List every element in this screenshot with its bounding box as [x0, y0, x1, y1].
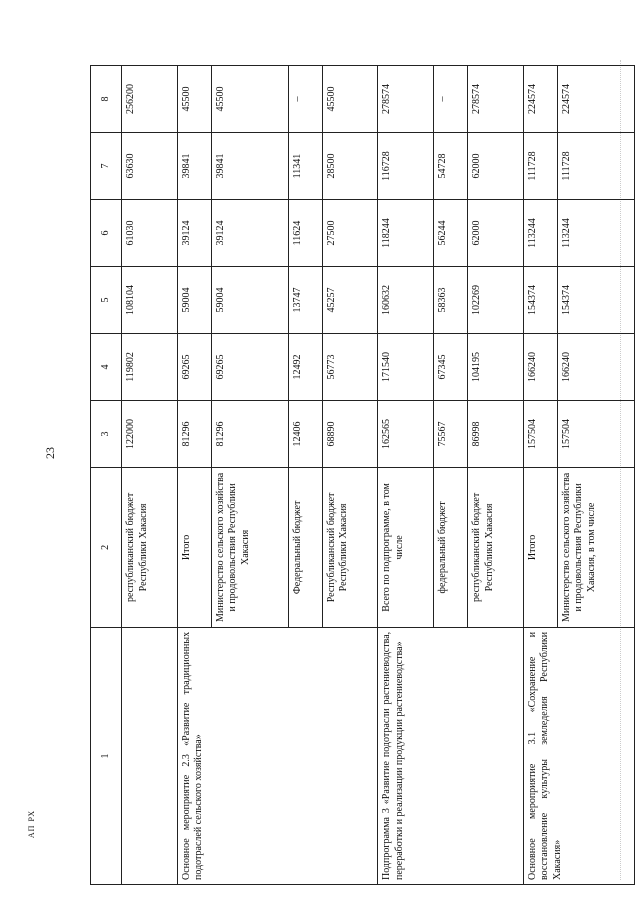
table-wrapper	[90, 65, 635, 885]
value-cell: 111728	[523, 133, 557, 200]
value-cell: 224574	[523, 66, 557, 133]
value-cell: 111728	[557, 133, 634, 200]
value-cell: 56773	[322, 333, 378, 400]
funding-source: Республиканский бюджет Республики Хакасия	[322, 467, 378, 627]
value-cell: 63630	[122, 133, 178, 200]
value-cell: 62000	[468, 200, 524, 267]
value-cell: –	[288, 66, 322, 133]
header-cell-5: 5	[91, 267, 122, 334]
value-cell: 12492	[288, 333, 322, 400]
value-cell: 61030	[122, 200, 178, 267]
value-cell: 119802	[122, 333, 178, 400]
value-cell: 160632	[378, 267, 434, 334]
header-cell-8: 8	[91, 66, 122, 133]
value-cell: 39841	[211, 133, 288, 200]
value-cell: 154374	[557, 267, 634, 334]
value-cell: 75567	[434, 400, 468, 467]
page-number: 23	[43, 447, 57, 459]
value-cell: 69265	[177, 333, 211, 400]
table-row	[378, 66, 434, 885]
header-cell-3: 3	[91, 400, 122, 467]
table-row	[177, 66, 211, 885]
footer-mark: АП РХ	[27, 809, 36, 839]
value-cell: 108104	[122, 267, 178, 334]
header-cell-7: 7	[91, 133, 122, 200]
value-cell: 118244	[378, 200, 434, 267]
row-title	[122, 627, 178, 884]
funding-source: Министерство сельского хозяйства и продовольствия Республики Хакасия	[211, 467, 288, 627]
value-cell: 28500	[322, 133, 378, 200]
value-cell: 86998	[468, 400, 524, 467]
value-cell: 69265	[211, 333, 288, 400]
value-cell: 122000	[122, 400, 178, 467]
value-cell: 59004	[177, 267, 211, 334]
budget-table	[90, 65, 635, 885]
value-cell: 116728	[378, 133, 434, 200]
value-cell: 104195	[468, 333, 524, 400]
value-cell: 162565	[378, 400, 434, 467]
funding-source: Министерство сельского хозяйства и продовольствия Республики Хакасия, в том числе	[557, 467, 634, 627]
value-cell: 45500	[211, 66, 288, 133]
value-cell: 256200	[122, 66, 178, 133]
header-cell-6: 6	[91, 200, 122, 267]
table-row	[523, 66, 557, 885]
header-cell-4: 4	[91, 333, 122, 400]
value-cell: 54728	[434, 133, 468, 200]
value-cell: 13747	[288, 267, 322, 334]
row-title: Подпрограмма 3 «Развитие подотрасли растениеводства, переработки и реализации продукции растениеводства»	[378, 627, 523, 884]
header-cell-1: 1	[91, 627, 122, 884]
value-cell: 102269	[468, 267, 524, 334]
value-cell: 157504	[557, 400, 634, 467]
value-cell: 12406	[288, 400, 322, 467]
value-cell: 113244	[523, 200, 557, 267]
value-cell: 81296	[211, 400, 288, 467]
value-cell: 39124	[177, 200, 211, 267]
value-cell: 11624	[288, 200, 322, 267]
value-cell: 154374	[523, 267, 557, 334]
value-cell: 278574	[378, 66, 434, 133]
funding-source: республиканский бюджет Республики Хакасия	[122, 467, 178, 627]
row-title: Основное мероприятие 3.1 «Сохранение и восстановление культуры земледелия Республики Хакасия»	[523, 627, 634, 884]
funding-source: Итого	[523, 467, 557, 627]
value-cell: 113244	[557, 200, 634, 267]
funding-source: Всего по подпрограмме, в том числе	[378, 467, 434, 627]
value-cell: 166240	[523, 333, 557, 400]
value-cell: 56244	[434, 200, 468, 267]
funding-source: Итого	[177, 467, 211, 627]
value-cell: 62000	[468, 133, 524, 200]
value-cell: 166240	[557, 333, 634, 400]
value-cell: 81296	[177, 400, 211, 467]
value-cell: 171540	[378, 333, 434, 400]
value-cell: 278574	[468, 66, 524, 133]
value-cell: 45500	[322, 66, 378, 133]
value-cell: –	[434, 66, 468, 133]
value-cell: 45500	[177, 66, 211, 133]
value-cell: 27500	[322, 200, 378, 267]
value-cell: 224574	[557, 66, 634, 133]
value-cell: 67345	[434, 333, 468, 400]
value-cell: 58363	[434, 267, 468, 334]
value-cell: 11341	[288, 133, 322, 200]
funding-source: Федеральный бюджет	[288, 467, 322, 627]
header-cell-2: 2	[91, 467, 122, 627]
value-cell: 45257	[322, 267, 378, 334]
value-cell: 68890	[322, 400, 378, 467]
funding-source: республиканский бюджет Республики Хакасия	[468, 467, 524, 627]
value-cell: 157504	[523, 400, 557, 467]
rotated-table-area	[90, 65, 635, 885]
funding-source: федеральный бюджет	[434, 467, 468, 627]
value-cell: 59004	[211, 267, 288, 334]
value-cell: 39124	[211, 200, 288, 267]
row-title: Основное мероприятие 2.3 «Развитие традиционных подотраслей сельского хозяйства»	[177, 627, 378, 884]
table-row	[122, 66, 178, 885]
value-cell: 39841	[177, 133, 211, 200]
table-header-row	[91, 66, 122, 885]
